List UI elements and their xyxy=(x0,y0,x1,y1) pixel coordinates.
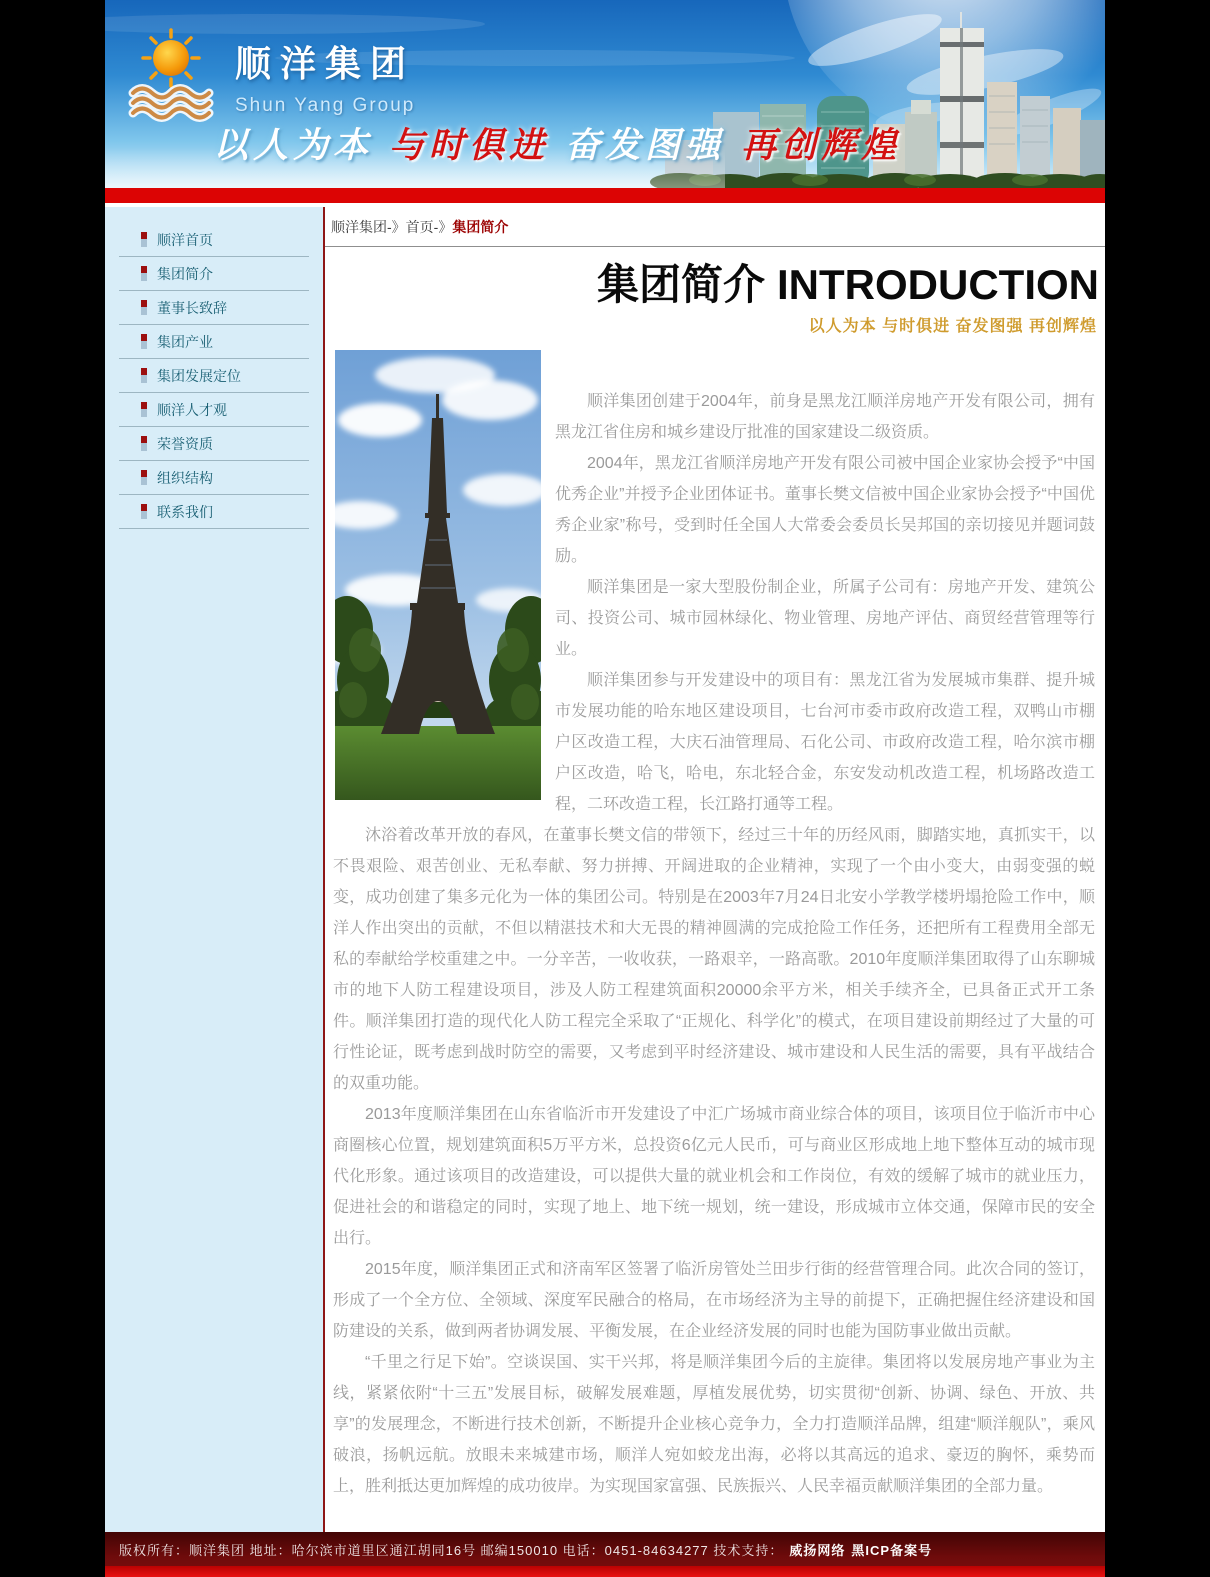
sidebar-item-label: 联系我们 xyxy=(157,503,213,520)
sidebar-menu-item[interactable] xyxy=(119,223,309,257)
sidebar-item-label: 组织结构 xyxy=(157,469,213,486)
sidebar-menu-item[interactable] xyxy=(119,461,309,495)
footer-red-strip xyxy=(105,1566,1105,1577)
sidebar-item-label: 荣誉资质 xyxy=(157,435,213,452)
icp-link[interactable]: 黑ICP备案号 xyxy=(851,1542,933,1558)
main-area xyxy=(105,207,1105,1532)
company-name-zh: 顺洋集团 xyxy=(235,43,416,84)
menu-bullet-icon xyxy=(141,436,147,451)
article-paragraph: 顺洋集团创建于2004年，前身是黑龙江顺洋房地产开发有限公司，拥有黑龙江省住房和城乡建设厅批准的国家建设二级资质。 xyxy=(555,393,1095,442)
menu-bullet-icon xyxy=(141,402,147,417)
slogan-phrase: 再创辉煌 xyxy=(741,126,902,165)
article-paragraph: 2015年度，顺洋集团正式和济南军区签署了临沂房管处兰田步行街的经营管理合同。此次合同的签订，形成了一个全方位、全领域、深度军民融合的格局，在市场经济为主导的前提下，正确把握住经济建设和国防建设的关系，做到两者协调发展、平衡发展，在企业经济发展的同时也能为国防事业做出贡献。 xyxy=(333,1261,1095,1341)
breadcrumb-index[interactable]: 首页 xyxy=(405,219,434,235)
sidebar xyxy=(105,207,325,1532)
sidebar-menu-item[interactable] xyxy=(119,257,309,291)
article-paragraph: “千里之行足下始”。空谈误国、实干兴邦，将是顺洋集团今后的主旋律。集团将以发展房地产事业为主线，紧紧依附“十三五”发展目标，破解发展难题，厚植发展优势，切实贯彻“创新、协调、绿色、开放、共享”的发展理念，不断进行技术创新，不断提升企业核心竞争力，全力打造顺洋品牌，组建“顺洋舰队”，乘风破浪，扬帆远航。放眼未来城建市场，顺洋人宛如蛟龙出海，必将以其高远的追求、豪迈的胸怀，乘势而上，胜利抵达更加辉煌的成功彼岸。为实现国家富强、民族振兴、人民幸福贡献顺洋集团的全部力量。 xyxy=(333,1354,1095,1496)
page-container xyxy=(105,0,1105,1577)
sidebar-item-label: 顺洋首页 xyxy=(157,231,213,248)
page-title-zh: 集团简介 xyxy=(597,261,766,308)
site-footer xyxy=(105,1532,1105,1577)
sidebar-menu-item[interactable] xyxy=(119,359,309,393)
accent-red-bar xyxy=(105,188,1105,203)
page-subtitle: 以人为本 与时俱进 奋发图强 再创辉煌 xyxy=(808,318,1097,336)
content-column xyxy=(325,207,1105,1532)
sidebar-item-label: 董事长致辞 xyxy=(157,299,227,316)
sidebar-menu-item[interactable] xyxy=(119,427,309,461)
menu-bullet-icon xyxy=(141,232,147,247)
sidebar-item-label: 集团产业 xyxy=(157,333,213,350)
sun-waves-logo-icon xyxy=(125,26,217,122)
slogan-phrase: 奋发图强 xyxy=(565,126,726,165)
menu-bullet-icon xyxy=(141,334,147,349)
article-paragraph: 顺洋集团是一家大型股份制企业，所属子公司有：房地产开发、建筑公司、投资公司、城市园林绿化、物业管理、房地产评估、商贸经营管理等行业。 xyxy=(555,579,1095,659)
article-paragraph: 2004年，黑龙江省顺洋房地产开发有限公司被中国企业家协会授予“中国优秀企业”并授予企业团体证书。董事长樊文信被中国企业家协会授予“中国优秀企业家”称号，受到时任全国人大常委会委员长吴邦国的亲切接见并题词鼓励。 xyxy=(555,455,1095,566)
article-paragraph: 沐浴着改革开放的春风，在董事长樊文信的带领下，经过三十年的历经风雨，脚踏实地，真抓实干，以不畏艰险、艰苦创业、无私奉献、努力拼搏、开阔进取的企业精神，实现了一个由小变大，由弱变强的蜕变，成功创建了集多元化为一体的集团公司。特别是在2003年7月24日北安小学教学楼坍塌抢险工作中，顺洋人作出突出的贡献，不但以精湛技术和大无畏的精神圆满的完成抢险工作任务，还把所有工程费用全部无私的奉献给学校重建之中。一分辛苦，一收收获，一路艰辛，一路高歌。2010年度顺洋集团取得了山东聊城市的地下人防工程建设项目，涉及人防工程建筑面积20000余平方米，相关手续齐全，已具备正式开工条件。顺洋集团打造的现代化人防工程完全采取了“正规化、科学化”的模式，在项目建设前期经过了大量的可行性论证，既考虑到战时防空的需要，又考虑到平时经济建设、城市建设和人民生活的需要，具有平战结合的双重功能。 xyxy=(333,827,1095,1093)
eiffel-tower-photo xyxy=(335,350,541,800)
slogan-phrase: 以人为本 xyxy=(213,126,374,165)
sidebar-menu-item[interactable] xyxy=(119,393,309,427)
sidebar-menu xyxy=(105,223,323,529)
sidebar-item-label: 集团发展定位 xyxy=(157,367,241,384)
site-header xyxy=(105,0,1105,188)
company-name-en: Shun Yang Group xyxy=(235,95,416,116)
sidebar-menu-item[interactable] xyxy=(119,495,309,529)
footer-text xyxy=(105,1532,1105,1566)
tech-support-link[interactable]: 威扬网络 xyxy=(789,1542,846,1558)
article-paragraph: 2013年度顺洋集团在山东省临沂市开发建设了中汇广场城市商业综合体的项目，该项目位于临沂市中心商圈核心位置，规划建筑面积5万平方米，总投资6亿元人民币，可与商业区形成地上地下整体互动的城市现代化形象。通过该项目的改造建设，可以提供大量的就业机会和工作岗位，有效的缓解了城市的就业压力，促进社会的和谐稳定的同时，实现了地上、地下统一规划，统一建设，形成城市立体交通，保障市民的安全出行。 xyxy=(333,1106,1095,1248)
article xyxy=(325,336,1105,1532)
menu-bullet-icon xyxy=(141,300,147,315)
sidebar-menu-item[interactable] xyxy=(119,291,309,325)
page-title xyxy=(325,263,1099,307)
page-title-en: INTRODUCTION xyxy=(777,261,1099,308)
slogan-phrase: 与时俱进 xyxy=(389,126,550,165)
breadcrumb xyxy=(325,207,1105,247)
breadcrumb-separator: -》 xyxy=(387,219,406,235)
logo[interactable] xyxy=(125,26,415,122)
menu-bullet-icon xyxy=(141,470,147,485)
copyright-text: 版权所有：顺洋集团 地址：哈尔滨市道里区通江胡同16号 邮编150010 电话：0451-84634277 技术支持： xyxy=(119,1542,784,1558)
breadcrumb-separator: -》 xyxy=(433,219,453,235)
breadcrumb-home[interactable]: 顺洋集团 xyxy=(331,219,387,235)
sidebar-item-label: 集团简介 xyxy=(157,265,213,282)
sidebar-menu-item[interactable] xyxy=(119,325,309,359)
article-paragraph: 顺洋集团参与开发建设中的项目有：黑龙江省为发展城市集群、提升城市发展功能的哈东地区建设项目，七台河市委市政府改造工程，双鸭山市棚户区改造工程，大庆石油管理局、石化公司、市政府改造工程，哈尔滨市棚户区改造，哈飞，哈电，东北轻合金，东安发动机改造工程，机场路改造工程，二环改造工程，长江路打通等工程。 xyxy=(555,672,1095,814)
slogan-banner xyxy=(213,118,902,168)
menu-bullet-icon xyxy=(141,368,147,383)
breadcrumb-current: 集团简介 xyxy=(452,219,509,235)
menu-bullet-icon xyxy=(141,504,147,519)
menu-bullet-icon xyxy=(141,266,147,281)
sidebar-item-label: 顺洋人才观 xyxy=(157,401,227,418)
